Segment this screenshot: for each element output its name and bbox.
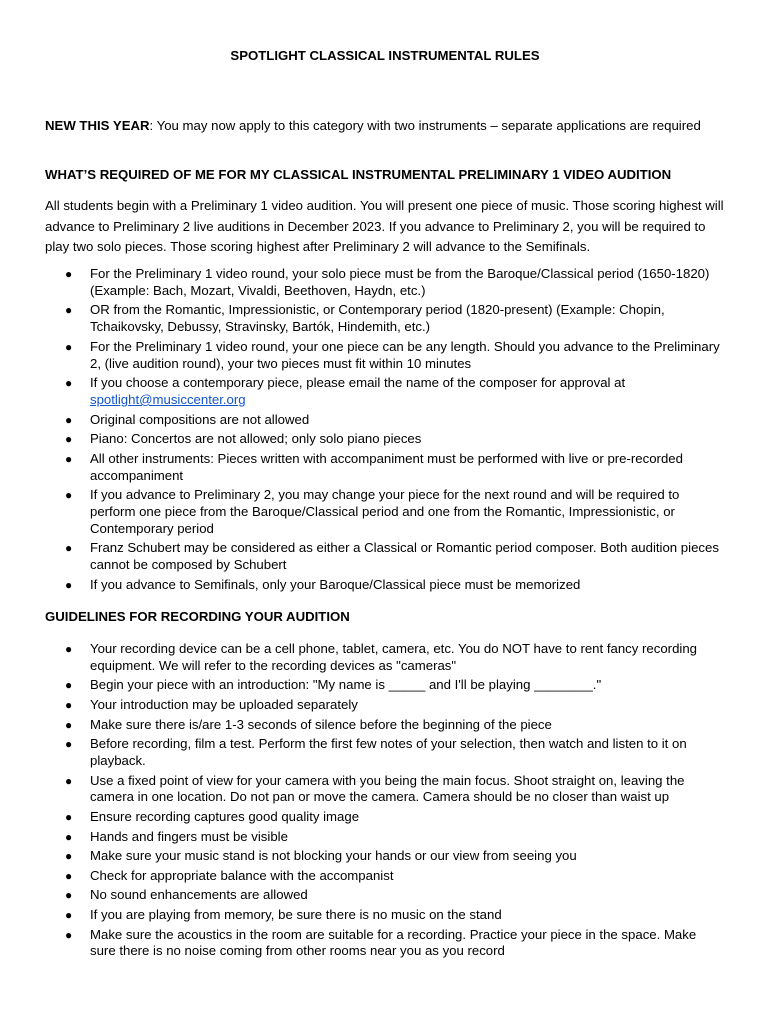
bullet-icon: ● <box>65 717 73 732</box>
section-heading-guidelines: GUIDELINES FOR RECORDING YOUR AUDITION <box>45 609 350 624</box>
list-item: ● Original compositions are not allowed <box>65 411 310 427</box>
list-item: ● All other instruments: Pieces written with accompaniment must be performed with live or pre-recorded accompaniment <box>65 450 683 483</box>
new-this-year-note <box>45 116 725 135</box>
requirements-list <box>45 266 725 596</box>
new-this-year-text: : You may now apply to this category with two instruments – separate applications are required <box>149 118 701 133</box>
bullet-icon: ● <box>65 888 73 903</box>
bullet-icon: ● <box>65 642 73 656</box>
bullet-icon: ● <box>65 849 73 864</box>
email-link[interactable]: spotlight@musiccenter.org <box>90 391 246 407</box>
bullet-icon: ● <box>65 678 73 693</box>
list-item: ● Make sure the acoustics in the room are suitable for a recording. Practice your piece in the space. Make sure there is no noise coming from other rooms near you as you record <box>65 926 697 959</box>
list-item: ● Begin your piece with an introduction: "My name is _____ and I'll be playing ________." <box>65 677 602 693</box>
guidelines-list <box>45 641 725 963</box>
bullet-icon: ● <box>65 773 73 788</box>
list-item: ● For the Preliminary 1 video round, your one piece can be any length. Should you advance to the Preliminary 2, (live audition round), your two pieces must fit within 10 minutes <box>65 338 720 371</box>
list-item: ● No sound enhancements are allowed <box>65 887 308 903</box>
bullet-icon: ● <box>65 488 73 503</box>
list-item: ● Your introduction may be uploaded separately <box>65 696 358 712</box>
requirements-intro-paragraph: All students begin with a Preliminary 1 video audition. You will present one piece of music. Those scoring highest will advance to Preliminary 2 live auditions in December 2023. If you advance to Preliminary 2, you will be required to play two solo pieces. Those scoring highest after Preliminary 2 will advance to the Semifinals. <box>45 198 724 254</box>
new-this-year-label: NEW THIS YEAR <box>45 118 150 133</box>
bullet-icon: ● <box>65 697 73 712</box>
list-item: ● Make sure your music stand is not blocking your hands or our view from seeing you <box>65 848 577 864</box>
bullet-icon: ● <box>65 376 73 391</box>
bullet-icon: ● <box>65 868 73 883</box>
list-item: ● If you advance to Semifinals, only your Baroque/Classical piece must be memorized <box>65 576 581 592</box>
list-item: ● Before recording, film a test. Perform the first few notes of your selection, then watch and listen to it on playback. <box>65 736 687 768</box>
bullet-icon: ● <box>65 927 73 942</box>
list-item: ● OR from the Romantic, Impressionistic, or Contemporary period (1820-present) (Example: Chopin, Tchaikovsky, Debussy, Stravinsky, Bartók, Hindemith, etc.) <box>65 302 665 335</box>
bullet-icon: ● <box>65 907 73 922</box>
bullet-icon: ● <box>65 267 73 281</box>
document-title: SPOTLIGHT CLASSICAL INSTRUMENTAL RULES <box>230 48 540 63</box>
list-item: ● If you advance to Preliminary 2, you may change your piece for the next round and will be required to perform one piece from the Baroque/Classical period and one from the Romantic, Impressionistic, or Contemporary period <box>65 487 680 536</box>
bullet-icon: ● <box>65 577 73 592</box>
bullet-icon: ● <box>65 339 73 354</box>
section-heading-requirements: WHAT’S REQUIRED OF ME FOR MY CLASSICAL INSTRUMENTAL PRELIMINARY 1 VIDEO AUDITION <box>45 167 672 182</box>
list-item: ● Piano: Concertos are not allowed; only solo piano pieces <box>65 431 422 447</box>
bullet-icon: ● <box>65 829 73 844</box>
list-item: ● Franz Schubert may be considered as either a Classical or Romantic period composer. Both audition pieces cannot be composed by Schubert <box>65 540 719 573</box>
bullet-icon: ● <box>65 432 73 447</box>
list-item: ● Ensure recording captures good quality image <box>65 808 360 824</box>
list-item: ● Check for appropriate balance with the accompanist <box>65 867 394 883</box>
list-item: ● Make sure there is/are 1-3 seconds of silence before the beginning of the piece <box>65 716 552 732</box>
bullet-icon: ● <box>65 809 73 824</box>
list-item: ● For the Preliminary 1 video round, your solo piece must be from the Baroque/Classical period (1650-1820) (Example: Bach, Mozart, Vivaldi, Beethoven, Haydn, etc.) <box>65 266 710 298</box>
bullet-icon: ● <box>65 303 73 318</box>
bullet-icon: ● <box>65 737 73 752</box>
bullet-icon: ● <box>65 451 73 466</box>
list-item: ● Use a fixed point of view for your camera with you being the main focus. Shoot straight on, leaving the camera in one location. Do not pan or move the camera. Camera should be no closer than waist up <box>65 772 685 805</box>
list-item: ● Hands and fingers must be visible <box>65 828 288 844</box>
bullet-icon: ● <box>65 541 73 556</box>
list-item: ● Your recording device can be a cell phone, tablet, camera, etc. You do NOT have to rent fancy recording equipment. We will refer to the recording devices as "cameras" <box>65 641 697 673</box>
list-item: ● If you choose a contemporary piece, please email the name of the composer for approval at spotlight@musiccenter.org <box>65 375 626 407</box>
bullet-icon: ● <box>65 412 73 427</box>
list-item: ● If you are playing from memory, be sure there is no music on the stand <box>65 906 502 922</box>
